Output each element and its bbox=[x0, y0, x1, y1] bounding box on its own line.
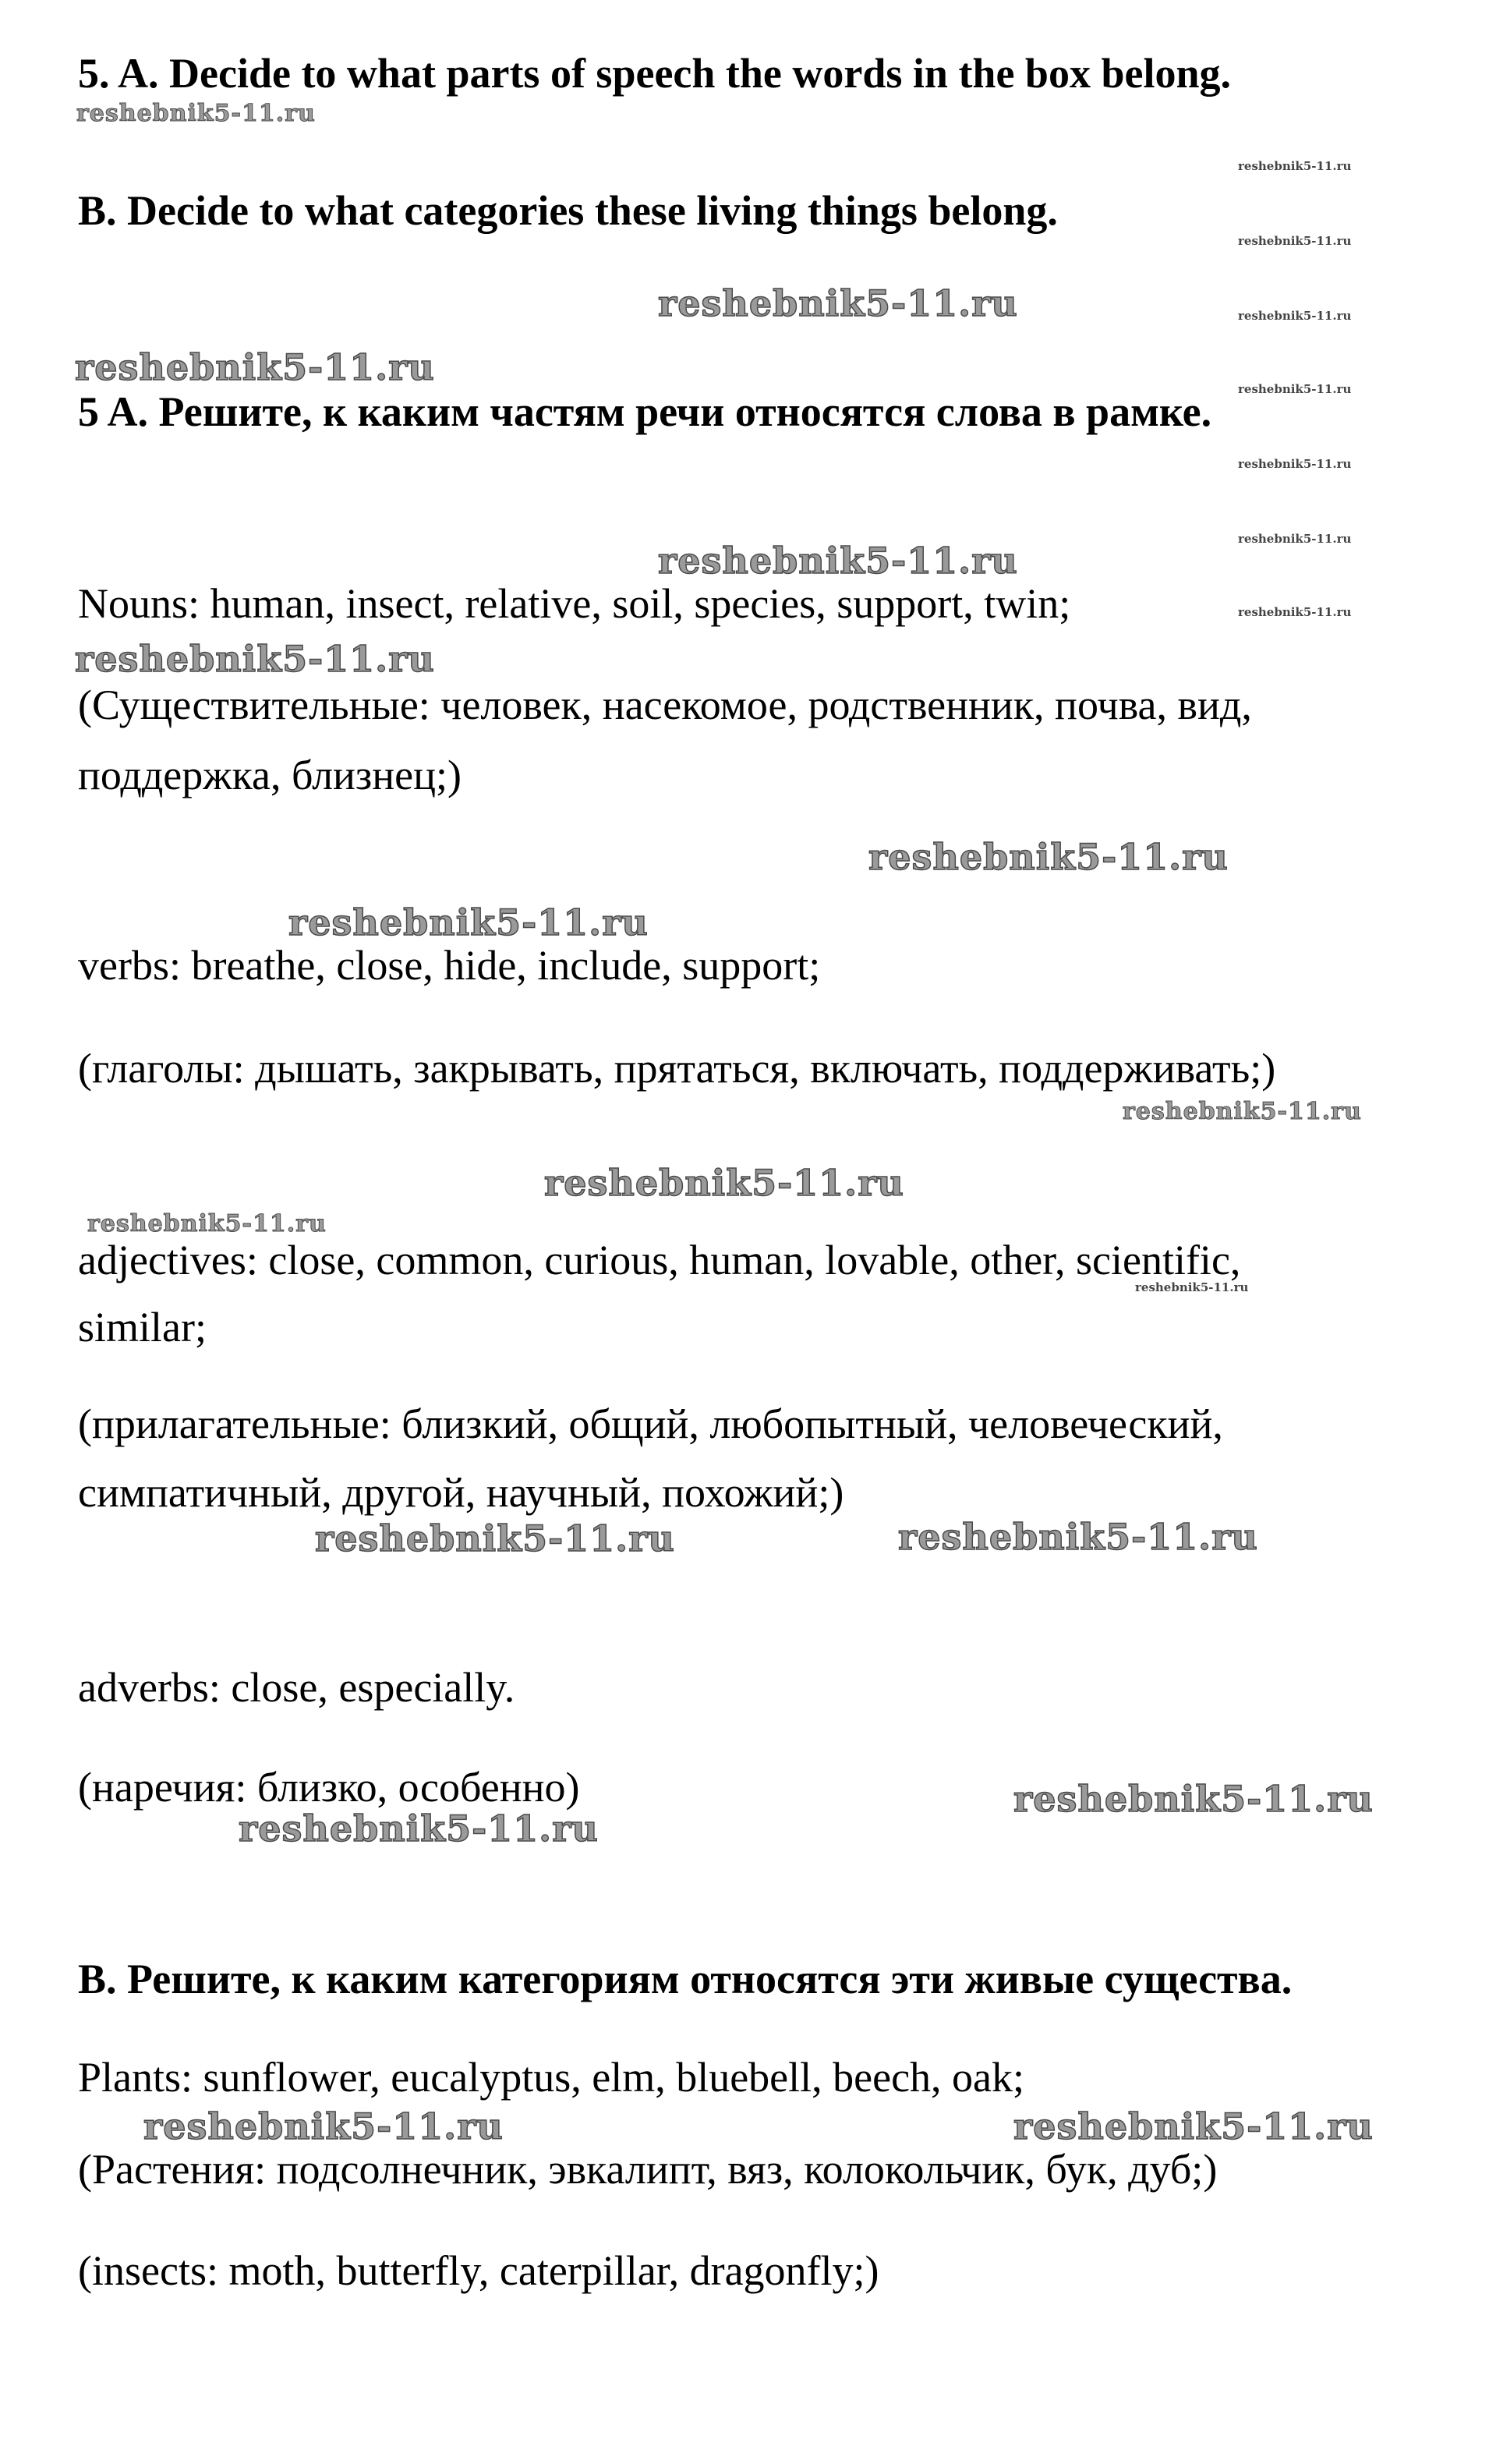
adjectives-text-1: adjectives: close, common, curious, human, lovable, other, scientific, bbox=[78, 1237, 1241, 1283]
watermark: reshebnik5-11.ru bbox=[1238, 605, 1352, 619]
adjectives-text-2: similar; bbox=[78, 1304, 207, 1351]
watermark: reshebnik5-11.ru bbox=[1238, 457, 1352, 471]
watermark: reshebnik5-11.ru bbox=[239, 1807, 599, 1850]
adverbs-translation: (наречия: близко, особенно) bbox=[78, 1764, 580, 1811]
watermark: reshebnik5-11.ru bbox=[544, 1162, 904, 1204]
watermark: reshebnik5-11.ru bbox=[1238, 309, 1352, 323]
nouns-translation-2: поддержка, близнец;) bbox=[78, 752, 462, 798]
watermark: reshebnik5-11.ru bbox=[898, 1516, 1258, 1558]
plants-text: Plants: sunflower, eucalyptus, elm, bluebell, beech, oak; bbox=[78, 2054, 1025, 2101]
nouns-text: Nouns: human, insect, relative, soil, species, support, twin; bbox=[78, 580, 1071, 627]
watermark: reshebnik5-11.ru bbox=[658, 282, 1018, 324]
watermark: reshebnik5-11.ru bbox=[1013, 1778, 1374, 1820]
watermark: reshebnik5-11.ru bbox=[1238, 382, 1352, 396]
adverbs-text: adverbs: close, especially. bbox=[78, 1664, 515, 1711]
watermark: reshebnik5-11.ru bbox=[75, 346, 435, 388]
watermark: reshebnik5-11.ru bbox=[1238, 234, 1352, 248]
watermark: reshebnik5-11.ru bbox=[87, 1210, 327, 1237]
watermark: reshebnik5-11.ru bbox=[1123, 1098, 1362, 1125]
heading-ru-a: 5 A. Решите, к каким частям речи относятся слова в рамке. bbox=[78, 388, 1212, 435]
heading-en-b: B. Decide to what categories these living things belong. bbox=[78, 187, 1058, 234]
adjectives-translation-1: (прилагательные: близкий, общий, любопытный, человеческий, bbox=[78, 1400, 1223, 1447]
watermark: reshebnik5-11.ru bbox=[1238, 159, 1352, 173]
watermark: reshebnik5-11.ru bbox=[75, 638, 435, 680]
verbs-translation: (глаголы: дышать, закрывать, прятаться, включать, поддерживать;) bbox=[78, 1045, 1276, 1092]
watermark: reshebnik5-11.ru bbox=[1013, 2105, 1374, 2147]
heading-en-a: 5. A. Decide to what parts of speech the words in the box belong. bbox=[78, 50, 1231, 97]
plants-translation: (Растения: подсолнечник, эвкалипт, вяз, колокольчик, бук, дуб;) bbox=[78, 2146, 1218, 2193]
watermark: reshebnik5-11.ru bbox=[315, 1517, 675, 1559]
watermark: reshebnik5-11.ru bbox=[288, 901, 649, 943]
adjectives-translation-2: симпатичный, другой, научный, похожий;) bbox=[78, 1469, 844, 1516]
watermark: reshebnik5-11.ru bbox=[143, 2105, 504, 2147]
watermark: reshebnik5-11.ru bbox=[658, 540, 1018, 582]
insects-text: (insects: moth, butterfly, caterpillar, dragonfly;) bbox=[78, 2247, 879, 2294]
heading-ru-b: B. Решите, к каким категориям относятся эти живые существа. bbox=[78, 1956, 1293, 2002]
watermark: reshebnik5-11.ru bbox=[1238, 532, 1352, 546]
watermark: reshebnik5-11.ru bbox=[76, 100, 316, 127]
verbs-text: verbs: breathe, close, hide, include, support; bbox=[78, 942, 821, 989]
nouns-translation-1: (Существительные: человек, насекомое, родственник, почва, вид, bbox=[78, 681, 1252, 728]
watermark: reshebnik5-11.ru bbox=[868, 836, 1229, 878]
watermark: reshebnik5-11.ru bbox=[1135, 1280, 1249, 1294]
